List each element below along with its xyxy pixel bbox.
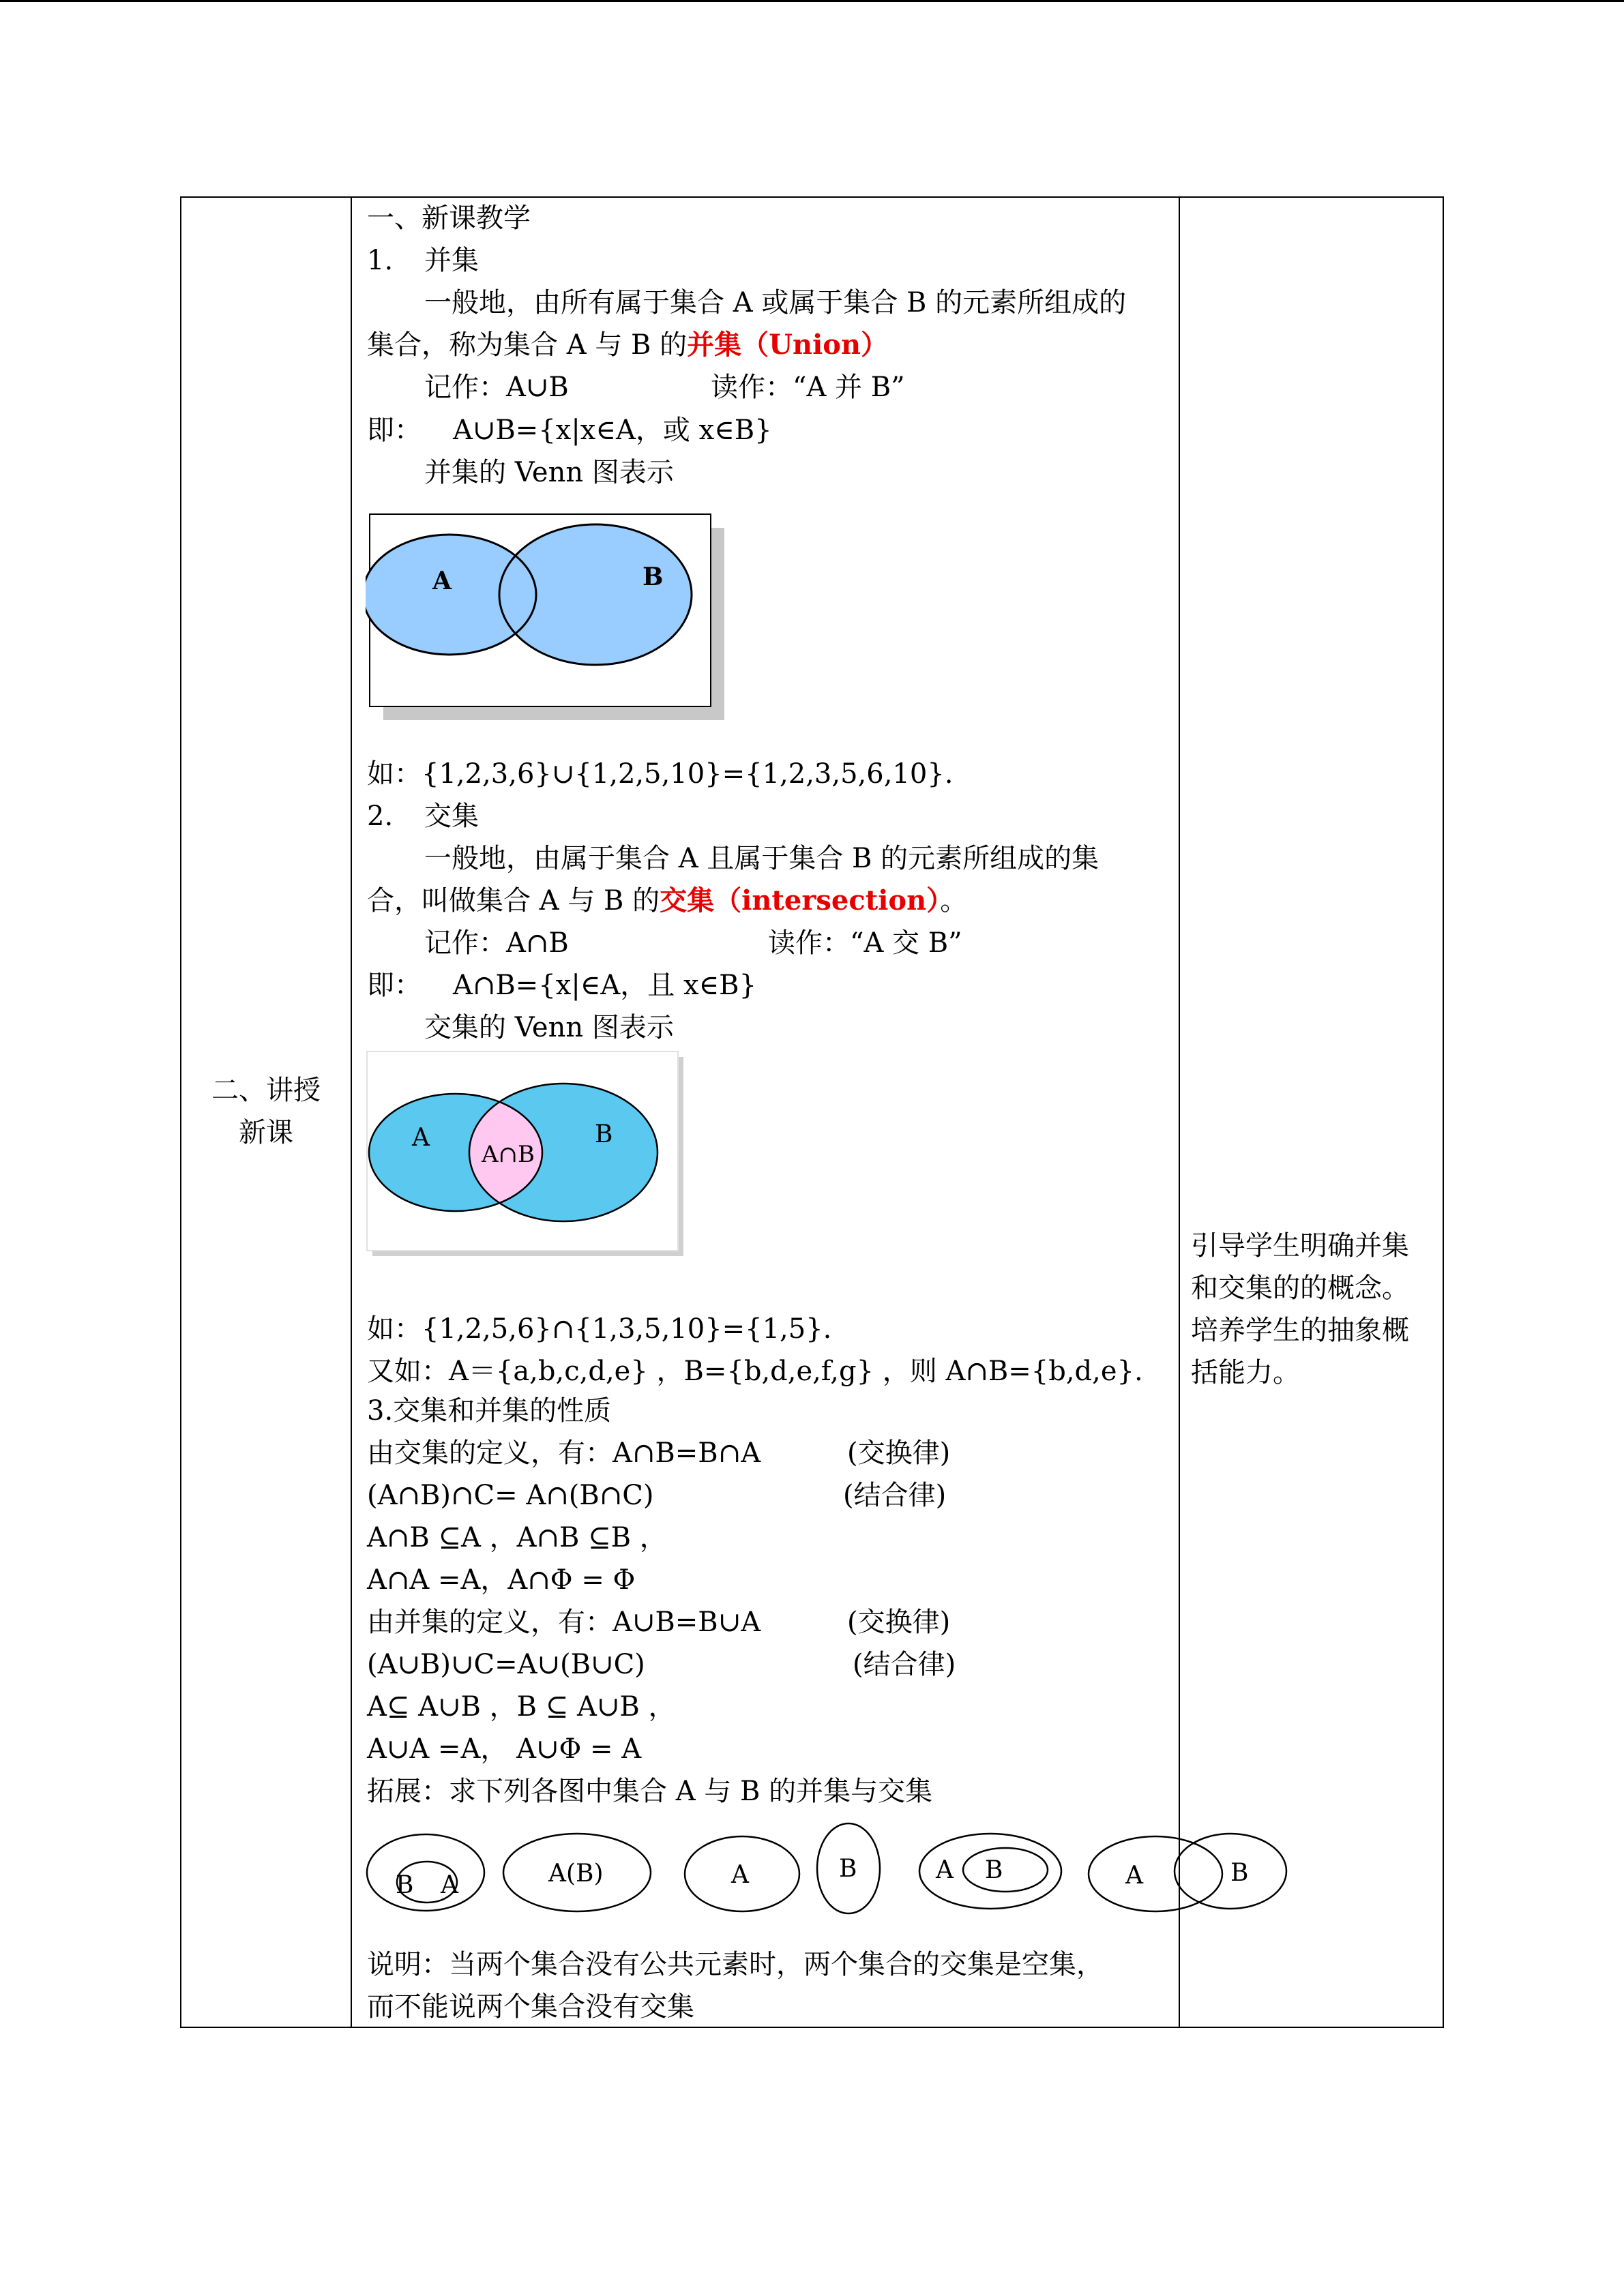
intersection-reading: 读作：“A 交 B”: [768, 927, 962, 959]
extension-label-a: A: [731, 1861, 749, 1889]
union-label-b: B: [643, 563, 664, 591]
union-label-a: A: [432, 567, 452, 595]
extension-label-b: B: [839, 1855, 857, 1883]
union-example: 如：{1,2,3,6}∪{1,2,5,10}={1,2,3,5,6,10}.: [367, 758, 954, 790]
extension-diagrams: [366, 1819, 1293, 1919]
union-title: 并集: [424, 245, 479, 276]
intersection-venn-diagram: [366, 1050, 685, 1257]
union-definition-line1: 一般地，由所有属于集合 A 或属于集合 B 的元素所组成的: [424, 287, 1127, 318]
intent-line: 括能力。: [1191, 1357, 1300, 1388]
note-line1: 说明：当两个集合没有公共元素时，两个集合的交集是空集，: [367, 1949, 1104, 1980]
extension-label-a: A: [936, 1856, 954, 1884]
intersection-definition-prefix: 合，叫做集合 A 与 B 的: [367, 885, 660, 916]
extension-label-a: A: [1125, 1862, 1143, 1890]
intersection-label-ab: A∩B: [482, 1141, 535, 1168]
intersection-formula-label: 即：: [367, 970, 422, 1001]
extension-label-b: B: [396, 1871, 414, 1899]
extension-label-a: A: [441, 1871, 458, 1899]
property-row-expr: A∩A =A，A∩Φ = Φ: [367, 1564, 636, 1596]
note-line2: 而不能说两个集合没有交集: [367, 1991, 694, 2023]
property-row-law: (交换律): [847, 1607, 951, 1638]
intersection-number: 2.: [367, 801, 394, 832]
property-row-expr: (A∩B)∩C= A∩(B∩C): [367, 1480, 654, 1511]
section-heading: 一、新课教学: [367, 203, 531, 234]
intersection-example-2: 又如：A＝{a,b,c,d,e} ，B={b,d,e,f,g} ，则 A∩B={b,d,e}.: [367, 1356, 1143, 1387]
extension-diagram-overlapping: [1089, 1834, 1286, 1911]
intent-line: 培养学生的抽象概: [1191, 1315, 1409, 1346]
intersection-label-b: B: [595, 1120, 613, 1148]
properties-title: 3.交集和并集的性质: [367, 1395, 612, 1427]
extension-diagram-b-in-a: [367, 1834, 484, 1911]
extension-label-ab: A(B): [548, 1860, 604, 1888]
intersection-label-a: A: [412, 1124, 430, 1152]
union-reading: 读作：“A 并 B”: [711, 372, 905, 403]
union-heading: [367, 244, 393, 277]
union-formula: A∪B={x|x∈A，或 x∈B}: [453, 415, 772, 446]
extension-label-b: B: [985, 1856, 1003, 1884]
property-row-expr: 由交集的定义，有：A∩B=B∩A: [367, 1437, 761, 1469]
intersection-definition-line2: [367, 884, 967, 917]
union-number: 1.: [367, 245, 394, 276]
union-definition-prefix: 集合，称为集合 A 与 B 的: [367, 329, 688, 361]
intent-line: 引导学生明确并集: [1191, 1230, 1409, 1262]
property-row-expr: A∪A =A， A∪Φ = A: [367, 1733, 642, 1765]
union-notation: 记作：A∪B: [424, 372, 569, 403]
union-venn-caption: 并集的 Venn 图表示: [424, 457, 674, 488]
property-row-law: (结合律): [843, 1480, 947, 1511]
extension-diagram-disjoint: [685, 1823, 880, 1913]
union-venn-fill: [366, 524, 692, 665]
intersection-notation: 记作：A∩B: [424, 927, 569, 959]
property-row-law: (结合律): [853, 1649, 956, 1680]
property-row-expr: (A∪B)∪C=A∪(B∪C): [367, 1649, 645, 1680]
union-definition-line2: [367, 329, 888, 361]
intersection-definition-line1: 一般地，由属于集合 A 且属于集合 B 的元素所组成的集: [424, 843, 1099, 874]
union-formula-label: 即：: [367, 415, 422, 446]
property-row-expr: 由并集的定义，有：A∪B=B∪A: [367, 1607, 761, 1638]
union-venn-diagram: [366, 513, 731, 723]
property-row-law: (交换律): [847, 1437, 951, 1469]
property-row-expr: A∩B ⊆A ，A∩B ⊆B ，: [367, 1522, 667, 1553]
stage-label-line1: 二、讲授: [211, 1075, 321, 1106]
extension-title: 拓展：求下列各图中集合 A 与 B 的并集与交集: [367, 1776, 933, 1807]
intersection-definition-suffix: 。: [940, 885, 968, 916]
intersection-title: 交集: [424, 801, 479, 832]
stage-label-line2: 新课: [239, 1117, 293, 1148]
intent-line: 和交集的的概念。: [1191, 1272, 1409, 1304]
union-term: 并集（Union）: [687, 329, 889, 361]
extension-label-b: B: [1230, 1859, 1249, 1887]
property-row-expr: A⊆ A∪B ，B ⊆ A∪B ，: [367, 1691, 676, 1723]
intersection-formula: A∩B={x|∈A，且 x∈B}: [453, 970, 757, 1001]
intersection-example-1: 如：{1,2,5,6}∩{1,3,5,10}={1,5}.: [367, 1313, 832, 1345]
extension-diagram-b-inside-a: [919, 1834, 1061, 1909]
intersection-term: 交集（intersection）: [660, 884, 941, 916]
intersection-venn-caption: 交集的 Venn 图表示: [424, 1012, 674, 1043]
extension-diagram-a-equals-b: [503, 1834, 651, 1911]
